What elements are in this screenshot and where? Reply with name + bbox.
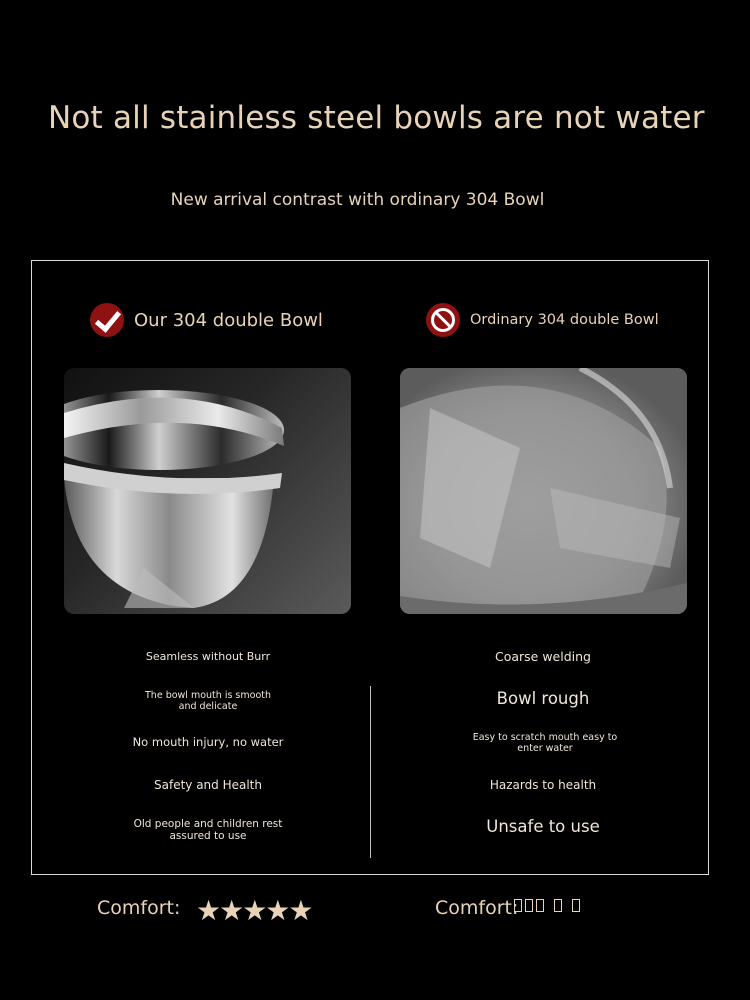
- left-heading: [90, 303, 323, 337]
- check-circle-icon: [90, 303, 124, 337]
- page-subtitle: New arrival contrast with ordinary 304 Bowl: [170, 190, 545, 210]
- star-rating-icon: ★★★★★: [196, 894, 312, 927]
- right-heading: [426, 303, 659, 337]
- left-feature-2: The bowl mouth is smooth and delicate: [145, 690, 271, 712]
- missing-glyph-icon: [514, 899, 580, 912]
- right-heading-label: Ordinary 304 double Bowl: [470, 312, 659, 328]
- left-comfort-label: Comfort:: [97, 897, 181, 919]
- right-feature-2: Bowl rough: [496, 689, 590, 708]
- left-feature-1: Seamless without Burr: [145, 650, 271, 663]
- right-comfort-label: Comfort:: [435, 897, 519, 919]
- left-feature-3: No mouth injury, no water: [132, 735, 284, 749]
- left-heading-label: Our 304 double Bowl: [134, 309, 323, 331]
- right-feature-1: Coarse welding: [494, 649, 591, 664]
- no-entry-icon: [426, 303, 460, 337]
- right-feature-5: Unsafe to use: [486, 817, 600, 836]
- page-title: Not all stainless steel bowls are not water: [48, 100, 705, 136]
- column-divider: [370, 686, 371, 858]
- right-feature-3: Easy to scratch mouth easy to enter water: [472, 732, 618, 754]
- premium-bowl-image: [64, 368, 351, 614]
- left-feature-4: Safety and Health: [154, 778, 262, 792]
- right-feature-4: Hazards to health: [489, 778, 597, 792]
- ordinary-bowl-image: [400, 368, 687, 614]
- left-feature-5: Old people and children rest assured to use: [133, 818, 283, 843]
